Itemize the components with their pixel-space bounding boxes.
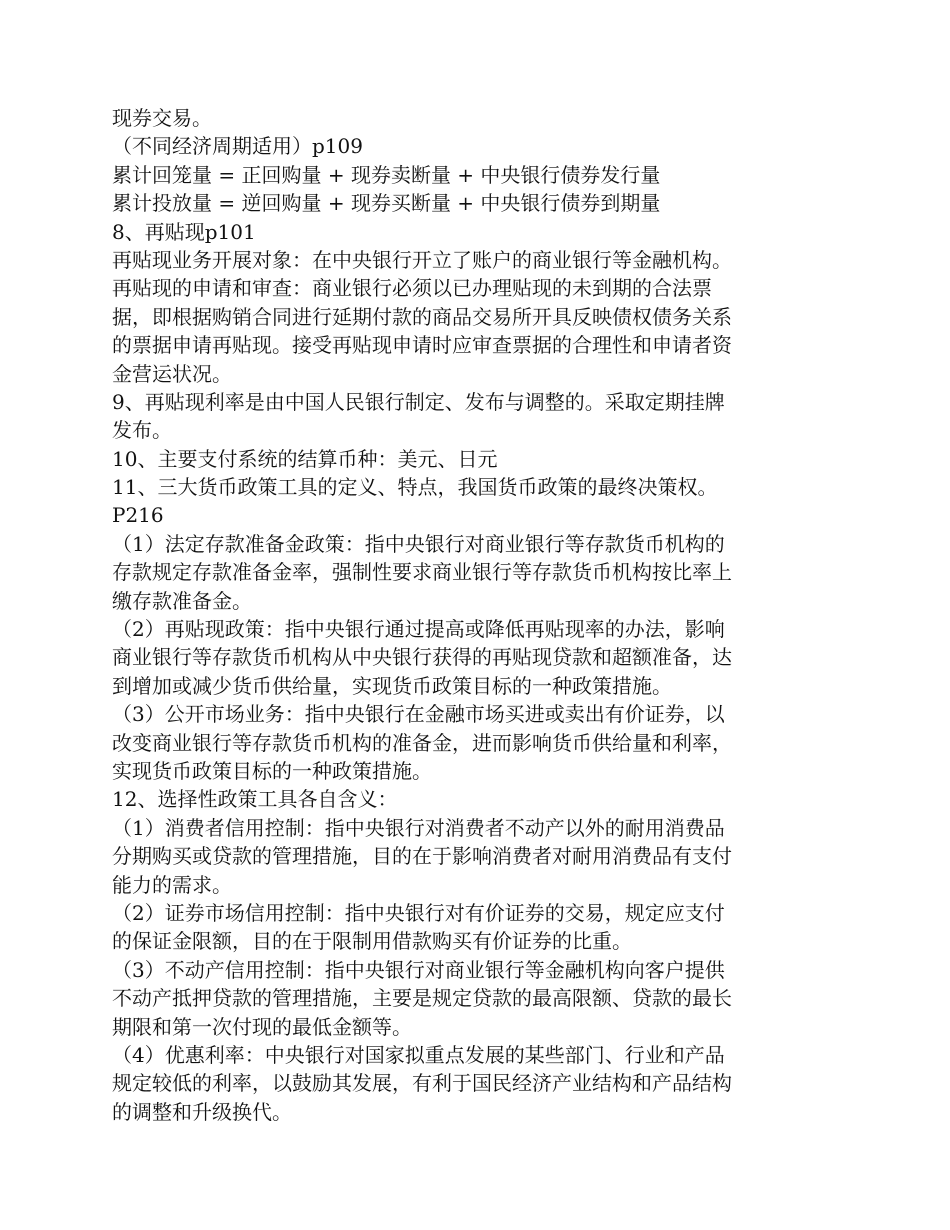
- text-line: 实现货币政策目标的一种政策措施。: [112, 758, 432, 783]
- text-line: （2）再贴现政策：指中央银行通过提高或降低再贴现率的办法，影响: [112, 617, 725, 642]
- document-body: [112, 104, 842, 1126]
- section-heading: 11、三大货币政策工具的定义、特点，我国货币政策的最终决策权。: [112, 475, 718, 500]
- text-line: 发布。: [112, 418, 172, 443]
- section-heading: 9、再贴现利率是由中国人民银行制定、发布与调整的。采取定期挂牌: [112, 389, 725, 414]
- text-line: 分期购买或贷款的管理措施，目的在于影响消费者对耐用消费品有支付: [112, 844, 732, 869]
- text-line: 的票据申请再贴现。接受再贴现申请时应审查票据的合理性和申请者资: [112, 333, 732, 358]
- text-line: 改变商业银行等存款货币机构的准备金，进而影响货币供给量和利率，: [112, 730, 732, 755]
- text-line: 商业银行等存款货币机构从中央银行获得的再贴现贷款和超额准备，达: [112, 645, 732, 670]
- text-line: 累计投放量 = 逆回购量 + 现券买断量 + 中央银行债券到期量: [112, 191, 661, 216]
- text-line: 金营运状况。: [112, 361, 232, 386]
- text-line: 缴存款准备金。: [112, 588, 252, 613]
- text-line: （2）证券市场信用控制：指中央银行对有价证券的交易，规定应支付: [112, 900, 725, 925]
- text-line: 不动产抵押贷款的管理措施，主要是规定贷款的最高限额、贷款的最长: [112, 986, 732, 1011]
- text-line: （1）法定存款准备金政策：指中央银行对商业银行等存款货币机构的: [112, 531, 725, 556]
- text-line: 到增加或减少货币供给量，实现货币政策目标的一种政策措施。: [112, 673, 672, 698]
- text-line: 累计回笼量 = 正回购量 + 现券卖断量 + 中央银行债券发行量: [112, 162, 661, 187]
- text-line: 能力的需求。: [112, 872, 232, 897]
- text-line: （3）不动产信用控制：指中央银行对商业银行等金融机构向客户提供: [112, 957, 725, 982]
- text-line: （1）消费者信用控制：指中央银行对消费者不动产以外的耐用消费品: [112, 815, 725, 840]
- text-line: （不同经济周期适用）p109: [112, 134, 363, 159]
- text-line: 规定较低的利率，以鼓励其发展，有利于国民经济产业结构和产品结构: [112, 1071, 732, 1096]
- section-heading: 8、再贴现p101: [112, 219, 256, 244]
- text-line: 期限和第一次付现的最低金额等。: [112, 1014, 412, 1039]
- text-line: P216: [112, 503, 164, 528]
- text-line: 再贴现的申请和审查：商业银行必须以已办理贴现的未到期的合法票: [112, 276, 712, 301]
- text-line: （4）优惠利率：中央银行对国家拟重点发展的某些部门、行业和产品: [112, 1042, 725, 1067]
- text-line: 存款规定存款准备金率，强制性要求商业银行等存款货币机构按比率上: [112, 560, 732, 585]
- text-line: 据，即根据购销合同进行延期付款的商品交易所开具反映债权债务关系: [112, 304, 732, 329]
- text-line: 的调整和升级换代。: [112, 1099, 292, 1124]
- section-heading: 12、选择性政策工具各自含义：: [112, 787, 398, 812]
- text-line: 现券交易。: [112, 106, 212, 130]
- text-line: 再贴现业务开展对象：在中央银行开立了账户的商业银行等金融机构。: [112, 247, 732, 272]
- text-line: 的保证金限额，目的在于限制用借款购买有价证券的比重。: [112, 929, 632, 954]
- section-heading: 10、主要支付系统的结算币种：美元、日元: [112, 446, 498, 471]
- text-line: （3）公开市场业务：指中央银行在金融市场买进或卖出有价证券，以: [112, 702, 725, 727]
